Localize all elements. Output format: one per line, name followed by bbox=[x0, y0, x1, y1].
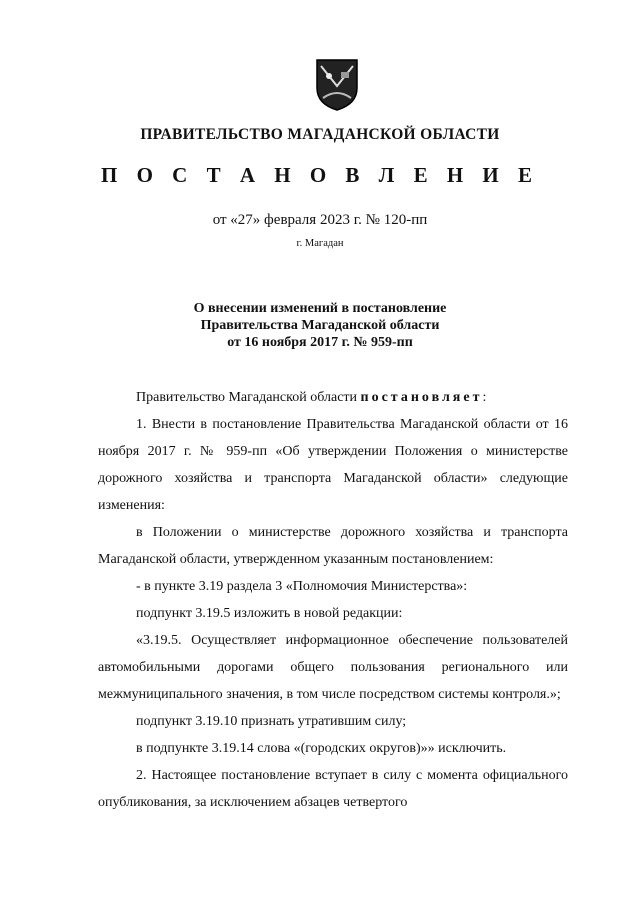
paragraph-6: подпункт 3.19.10 признать утратившим силу; bbox=[136, 714, 407, 729]
subject-line-1: О внесении изменений в постановление bbox=[193, 301, 447, 316]
paragraph-5: «3.19.5. Осуществляет информационное обеспечение пользователей автомобильными дорогами общего пользования регионального или межмуниципального значения, в том числе посредством системы контроля.»; bbox=[98, 633, 568, 702]
paragraph-8: 2. Настоящее постановление вступает в силу с момента официального опубликования, за исключением абзацев четвертого bbox=[98, 768, 568, 810]
document-city: г. Магадан bbox=[296, 238, 344, 249]
paragraph-2: в Положении о министерстве дорожного хозяйства и транспорта Магаданской области, утвержденном указанным постановлением: bbox=[98, 525, 568, 567]
document-subject bbox=[0, 300, 640, 351]
organization-title: ПРАВИТЕЛЬСТВО МАГАДАНСКОЙ ОБЛАСТИ bbox=[140, 126, 500, 143]
document-type-heading: П О С Т А Н О В Л Е Н И Е bbox=[100, 163, 539, 187]
coat-of-arms-emblem bbox=[313, 58, 361, 112]
intro-suffix: : bbox=[482, 390, 487, 405]
subject-line-2: Правительства Магаданской области bbox=[200, 318, 440, 333]
intro-paragraph bbox=[98, 384, 568, 411]
subject-line-3: от 16 ноября 2017 г. № 959-пп bbox=[227, 335, 413, 350]
intro-emphasis: постановляет bbox=[360, 390, 483, 405]
document-body bbox=[98, 384, 568, 816]
paragraph-3: - в пункте 3.19 раздела 3 «Полномочия Министерства»: bbox=[136, 579, 468, 594]
document-date-number: от «27» февраля 2023 г. № 120-пп bbox=[212, 212, 428, 228]
paragraph-4: подпункт 3.19.5 изложить в новой редакции: bbox=[136, 606, 403, 621]
intro-prefix: Правительство Магаданской области bbox=[136, 390, 361, 405]
paragraph-7: в подпункте 3.19.14 слова «(городских округов)»» исключить. bbox=[136, 741, 507, 756]
paragraph-1: 1. Внести в постановление Правительства Магаданской области от 16 ноября 2017 г. № 959-пп «Об утверждении Положения о министерстве дорожного хозяйства и транспорта Магаданской области» следующие изменения: bbox=[98, 417, 568, 513]
